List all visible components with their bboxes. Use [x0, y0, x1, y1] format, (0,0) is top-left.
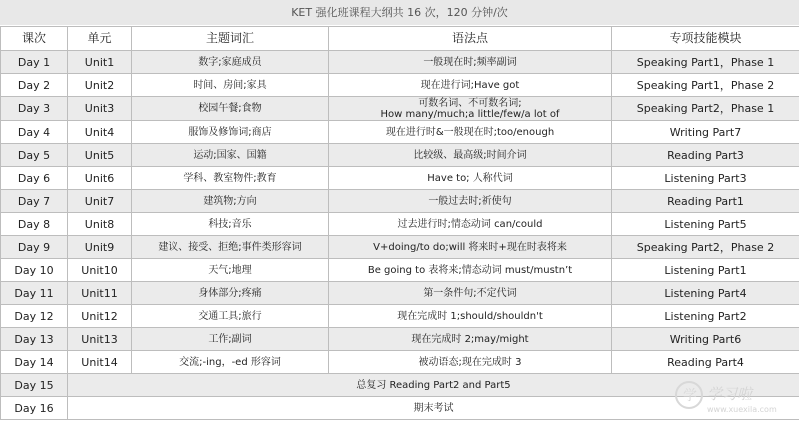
cell-day: Day 10	[1, 259, 68, 282]
cell-skill: Listening Part5	[612, 213, 799, 236]
watermark-glyph: 学	[683, 388, 697, 404]
cell-skill: Listening Part2	[612, 305, 799, 328]
cell-vocab: 建议、接受、拒绝;事件类形容词	[132, 236, 329, 259]
cell-unit: Unit1	[68, 51, 132, 74]
table-row	[1, 190, 799, 213]
cell-skill: Reading Part3	[612, 144, 799, 167]
grammar-line: 现在进行词;Have got	[420, 79, 520, 91]
course-outline-table	[0, 26, 799, 420]
table-row	[1, 51, 799, 74]
table-body	[1, 51, 799, 420]
cell-grammar	[329, 213, 612, 236]
grammar-line: 一般现在时;频率副词	[423, 56, 517, 68]
header-row	[1, 27, 799, 51]
grammar-line: 现在完成时 2;may/might	[411, 333, 529, 345]
cell-skill: Reading Part4	[612, 351, 799, 374]
cell-grammar	[329, 144, 612, 167]
cell-skill: Speaking Part1，Phase 2	[612, 74, 799, 97]
cell-day: Day 5	[1, 144, 68, 167]
cell-skill: Writing Part7	[612, 121, 799, 144]
table-row	[1, 167, 799, 190]
cell-vocab: 天气;地理	[132, 259, 329, 282]
cell-day: Day 13	[1, 328, 68, 351]
table-row	[1, 97, 799, 121]
cell-unit: Unit2	[68, 74, 132, 97]
cell-unit: Unit8	[68, 213, 132, 236]
table-row	[1, 282, 799, 305]
cell-vocab: 数字;家庭成员	[132, 51, 329, 74]
cell-day: Day 3	[1, 97, 68, 121]
cell-unit: Unit6	[68, 167, 132, 190]
cell-day: Day 12	[1, 305, 68, 328]
cell-skill: Speaking Part1，Phase 1	[612, 51, 799, 74]
cell-skill: Listening Part3	[612, 167, 799, 190]
watermark-url: www.xuexila.com	[707, 405, 777, 414]
cell-unit: Unit10	[68, 259, 132, 282]
cell-unit: Unit3	[68, 97, 132, 121]
cell-unit: Unit13	[68, 328, 132, 351]
cell-grammar	[329, 74, 612, 97]
header-grammar: 语法点	[329, 27, 612, 51]
cell-vocab: 身体部分;疼痛	[132, 282, 329, 305]
cell-unit: Unit4	[68, 121, 132, 144]
cell-grammar	[329, 305, 612, 328]
cell-grammar	[329, 351, 612, 374]
cell-vocab: 建筑物;方向	[132, 190, 329, 213]
watermark-brand: 学习啦	[707, 385, 753, 403]
cell-day: Day 1	[1, 51, 68, 74]
cell-day: Day 9	[1, 236, 68, 259]
cell-unit: Unit14	[68, 351, 132, 374]
cell-day: Day 15	[1, 374, 68, 397]
cell-unit: Unit12	[68, 305, 132, 328]
table-row	[1, 74, 799, 97]
table-row	[1, 351, 799, 374]
cell-skill: Listening Part4	[612, 282, 799, 305]
cell-vocab: 科技;音乐	[132, 213, 329, 236]
cell-skill: Writing Part6	[612, 328, 799, 351]
cell-vocab: 交通工具;旅行	[132, 305, 329, 328]
cell-day: Day 2	[1, 74, 68, 97]
cell-vocab: 学科、教室物件;教育	[132, 167, 329, 190]
table-row	[1, 397, 799, 420]
cell-vocab: 校园午餐;食物	[132, 97, 329, 121]
grammar-line: 被动语态;现在完成时 3	[418, 356, 522, 368]
cell-day: Day 8	[1, 213, 68, 236]
table-row	[1, 328, 799, 351]
cell-merged: 总复习 Reading Part2 and Part5	[68, 374, 799, 397]
grammar-line: 现在进行时&一般现在时;too/enough	[385, 126, 555, 138]
grammar-line: 第一条件句;不定代词	[423, 287, 517, 299]
header-skill: 专项技能模块	[612, 27, 799, 51]
cell-skill: Listening Part1	[612, 259, 799, 282]
grammar-line: 比较级、最高级;时间介词	[413, 149, 527, 161]
grammar-line: 过去进行时;情态动词 can/could	[397, 218, 543, 230]
cell-unit: Unit5	[68, 144, 132, 167]
grammar-line: How many/much;a little/few/a lot of	[380, 108, 560, 120]
header-day: 课次	[1, 27, 68, 51]
cell-day: Day 11	[1, 282, 68, 305]
cell-grammar	[329, 97, 612, 121]
cell-day: Day 4	[1, 121, 68, 144]
cell-grammar	[329, 282, 612, 305]
cell-grammar	[329, 121, 612, 144]
table-row	[1, 213, 799, 236]
cell-day: Day 14	[1, 351, 68, 374]
table-row	[1, 305, 799, 328]
header-vocab: 主题词汇	[132, 27, 329, 51]
cell-grammar	[329, 328, 612, 351]
grammar-line: Have to; 人称代词	[427, 172, 513, 184]
table-row	[1, 374, 799, 397]
cell-vocab: 服饰及修饰词;商店	[132, 121, 329, 144]
cell-unit: Unit7	[68, 190, 132, 213]
cell-day: Day 7	[1, 190, 68, 213]
grammar-line: 可数名词、不可数名词;	[418, 97, 522, 109]
cell-day: Day 6	[1, 167, 68, 190]
table-title: KET 强化班课程大纲共 16 次，120 分钟/次	[0, 0, 799, 26]
cell-skill: Reading Part1	[612, 190, 799, 213]
cell-vocab: 时间、房间;家具	[132, 74, 329, 97]
table-row	[1, 236, 799, 259]
cell-grammar	[329, 190, 612, 213]
cell-vocab: 运动;国家、国籍	[132, 144, 329, 167]
cell-grammar	[329, 236, 612, 259]
grammar-line: V+doing/to do;will 将来时+现在时表将来	[373, 241, 567, 253]
header-unit: 单元	[68, 27, 132, 51]
table-row	[1, 144, 799, 167]
cell-unit: Unit11	[68, 282, 132, 305]
cell-grammar	[329, 51, 612, 74]
cell-vocab: 工作;副词	[132, 328, 329, 351]
cell-grammar	[329, 259, 612, 282]
cell-grammar	[329, 167, 612, 190]
grammar-line: Be going to 表将来;情态动词 must/mustn’t	[367, 264, 573, 276]
table-row	[1, 121, 799, 144]
cell-day: Day 16	[1, 397, 68, 420]
cell-unit: Unit9	[68, 236, 132, 259]
grammar-line: 一般过去时;祈使句	[428, 195, 512, 207]
cell-skill: Speaking Part2，Phase 1	[612, 97, 799, 121]
cell-vocab: 交流;-ing，-ed 形容词	[132, 351, 329, 374]
grammar-line: 现在完成时 1;should/shouldn't	[397, 310, 543, 322]
cell-merged: 期末考试	[68, 397, 799, 420]
table-row	[1, 259, 799, 282]
cell-skill: Speaking Part2，Phase 2	[612, 236, 799, 259]
